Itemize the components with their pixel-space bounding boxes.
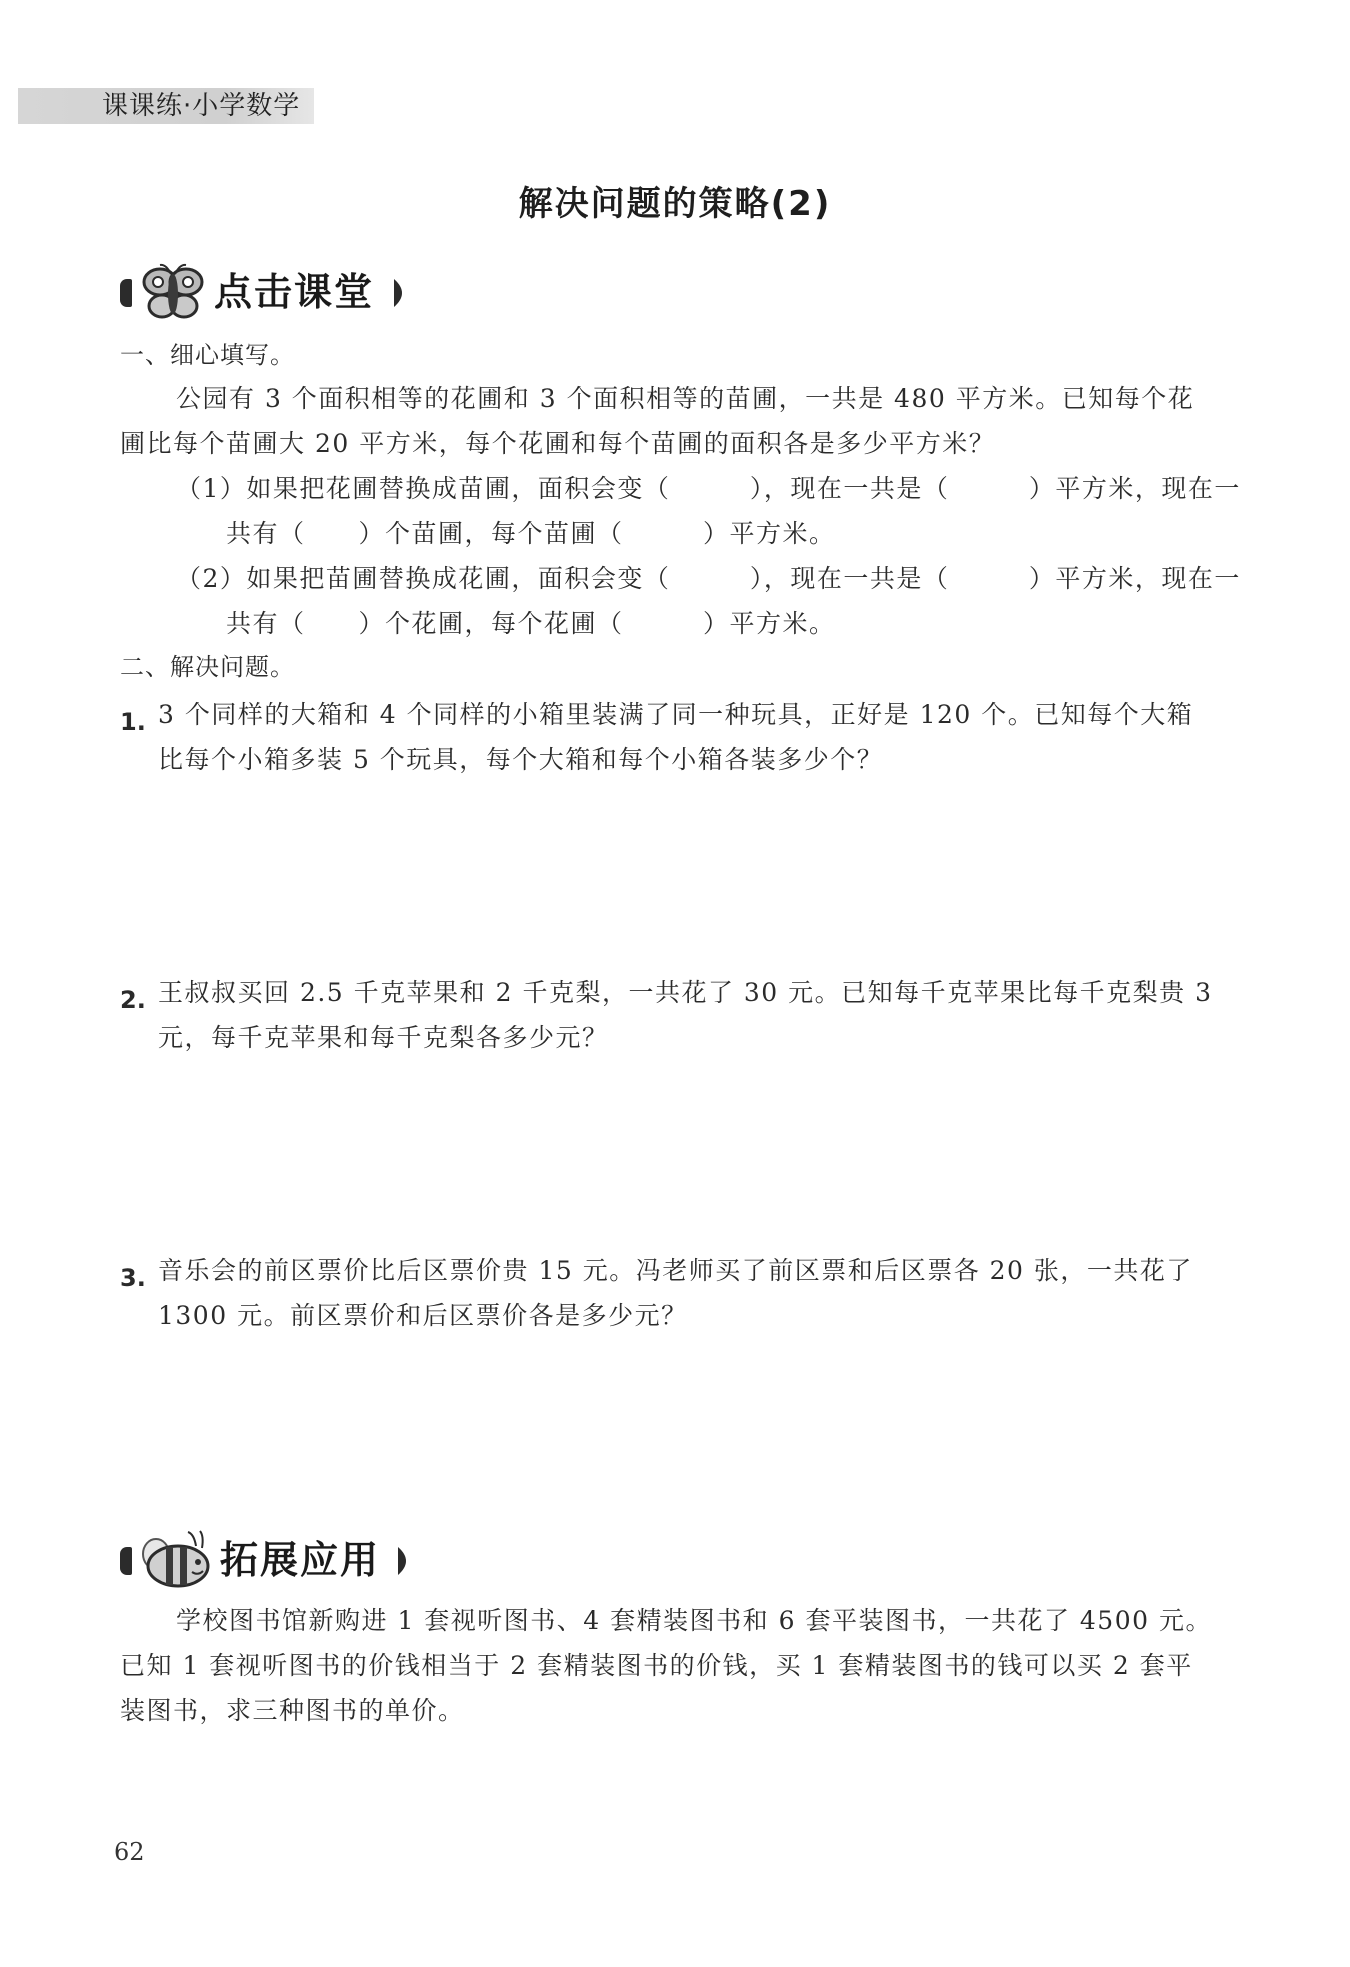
- fill-question-2-cont: 共有（ ）个花圃，每个花圃（ ）平方米。: [226, 609, 836, 638]
- fill-question-1: （1）如果把花圃替换成苗圃，面积会变（ ），现在一共是（ ）平方米，现在一: [176, 474, 1241, 503]
- butterfly-icon: [138, 262, 210, 324]
- problem-number: 2.: [120, 986, 146, 1014]
- page-title: 解决问题的策略(2): [518, 184, 832, 224]
- extension-text-line: 装图书，求三种图书的单价。: [120, 1696, 465, 1725]
- banner-right-cap: [392, 279, 410, 307]
- banner-left-cap: [120, 1547, 132, 1575]
- series-title: 课课练·小学数学: [102, 91, 301, 121]
- word-problem-line: 3 个同样的大箱和 4 个同样的小箱里装满了同一种玩具，正好是 120 个。已知每个大箱: [158, 700, 1194, 729]
- problem-text-line: 公园有 3 个面积相等的花圃和 3 个面积相等的苗圃，一共是 480 平方米。已知每个花: [176, 384, 1195, 413]
- word-problem-line: 音乐会的前区票价比后区票价贵 15 元。冯老师买了前区票和后区票各 20 张，一共花了: [158, 1256, 1193, 1285]
- fill-question-2: （2）如果把苗圃替换成花圃，面积会变（ ），现在一共是（ ）平方米，现在一: [176, 564, 1241, 593]
- word-problem-line: 王叔叔买回 2.5 千克苹果和 2 千克梨，一共花了 30 元。已知每千克苹果比每千克梨贵 3: [158, 978, 1213, 1007]
- problem-number: 1.: [120, 708, 146, 736]
- banner-left-cap: [120, 279, 132, 307]
- word-problem-line: 元，每千克苹果和每千克梨各多少元？: [158, 1023, 609, 1052]
- extension-text-line: 已知 1 套视听图书的价钱相当于 2 套精装图书的价钱，买 1 套精装图书的钱可以买 2 套平: [120, 1651, 1193, 1680]
- word-problem-line: 比每个小箱多装 5 个玩具，每个大箱和每个小箱各装多少个？: [158, 745, 884, 774]
- banner-extension: [120, 1530, 420, 1592]
- section-heading-fill: 一、细心填写。: [120, 341, 295, 369]
- problem-text-line: 圃比每个苗圃大 20 平方米，每个花圃和每个苗圃的面积各是多少平方米？: [120, 429, 996, 458]
- banner-label: 点击课堂: [214, 270, 375, 314]
- banner-right-cap: [396, 1547, 414, 1575]
- bee-icon: [136, 1530, 216, 1592]
- banner-label: 拓展应用: [220, 1538, 381, 1582]
- problem-number: 3.: [120, 1264, 146, 1292]
- extension-text-line: 学校图书馆新购进 1 套视听图书、4 套精装图书和 6 套平装图书，一共花了 4500 元。: [176, 1606, 1212, 1635]
- banner-click-class: [120, 262, 420, 324]
- fill-question-1-cont: 共有（ ）个苗圃，每个苗圃（ ）平方米。: [226, 519, 836, 548]
- word-problem-line: 1300 元。前区票价和后区票价各是多少元？: [158, 1301, 688, 1330]
- page-number: 62: [114, 1838, 145, 1866]
- section-heading-solve: 二、解决问题。: [120, 653, 295, 681]
